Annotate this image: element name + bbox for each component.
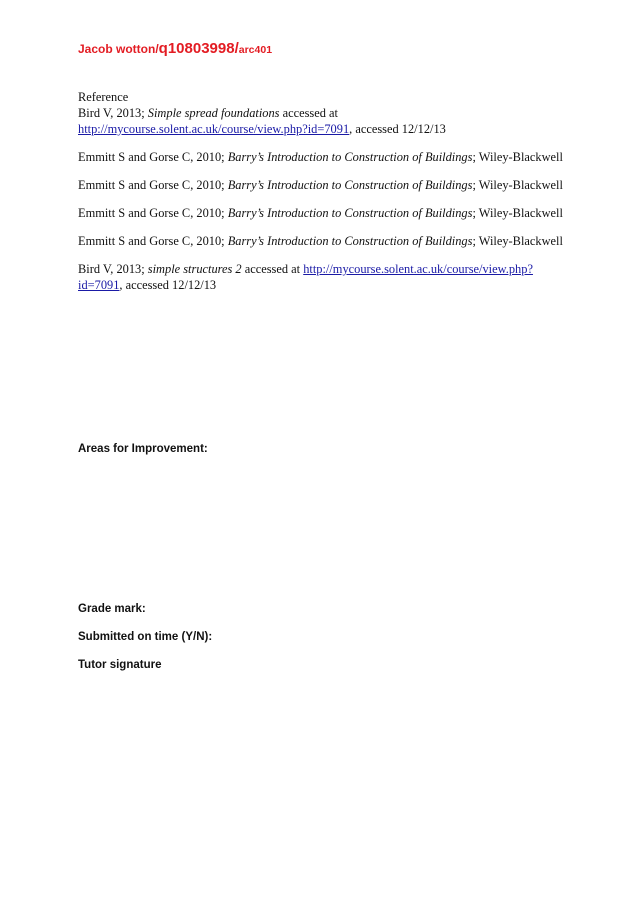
reference-author: Emmitt S and Gorse C, 2010; [78,178,228,192]
grade-mark-label: Grade mark: [78,603,146,615]
reference-title: Barry’s Introduction to Construction of Buildings [227,178,473,192]
reference-publisher: ; Wiley-Blackwell [472,178,563,192]
reference-title: Simple spread foundations [147,106,280,120]
student-id: q10803998 [158,40,235,57]
student-header [78,40,272,58]
reference-author: Emmitt S and Gorse C, 2010; [78,206,228,220]
reference-title: simple structures 2 [147,262,242,276]
reference-publisher: ; Wiley-Blackwell [472,234,563,248]
reference-author: Bird V, 2013; [78,262,148,276]
reference-accessed: , accessed 12/12/13 [349,122,446,136]
reference-publisher: ; Wiley-Blackwell [472,206,563,220]
reference-text: accessed at [279,106,338,120]
tutor-signature-label: Tutor signature [78,659,162,671]
areas-for-improvement-label: Areas for Improvement: [78,443,208,455]
reference-accessed: , accessed 12/12/13 [119,278,217,292]
reference-entry [78,205,568,221]
reference-author: Emmitt S and Gorse C, 2010; [78,150,228,164]
reference-entry [78,261,568,293]
submitted-on-time-label: Submitted on time (Y/N): [78,631,213,643]
reference-title: Barry’s Introduction to Construction of Buildings [227,206,473,220]
reference-link[interactable]: http://mycourse.solent.ac.uk/course/view.php?id=7091 [78,262,533,292]
student-name: Jacob wotton/ [78,42,159,56]
reference-publisher: ; Wiley-Blackwell [472,150,563,164]
reference-text: accessed at [241,262,304,276]
reference-heading: Reference [78,90,129,104]
module-code: arc401 [238,44,273,56]
reference-link[interactable]: http://mycourse.solent.ac.uk/course/view.php?id=7091 [78,122,350,136]
reference-author: Bird V, 2013; [78,106,148,120]
reference-entry [78,89,568,137]
reference-title: Barry’s Introduction to Construction of Buildings [227,234,473,248]
header-separator: / [234,40,239,57]
reference-entry [78,233,568,249]
reference-entry [78,177,568,193]
reference-author: Emmitt S and Gorse C, 2010; [78,234,228,248]
reference-title: Barry’s Introduction to Construction of Buildings [227,150,473,164]
reference-list [78,89,568,305]
reference-entry [78,149,568,165]
